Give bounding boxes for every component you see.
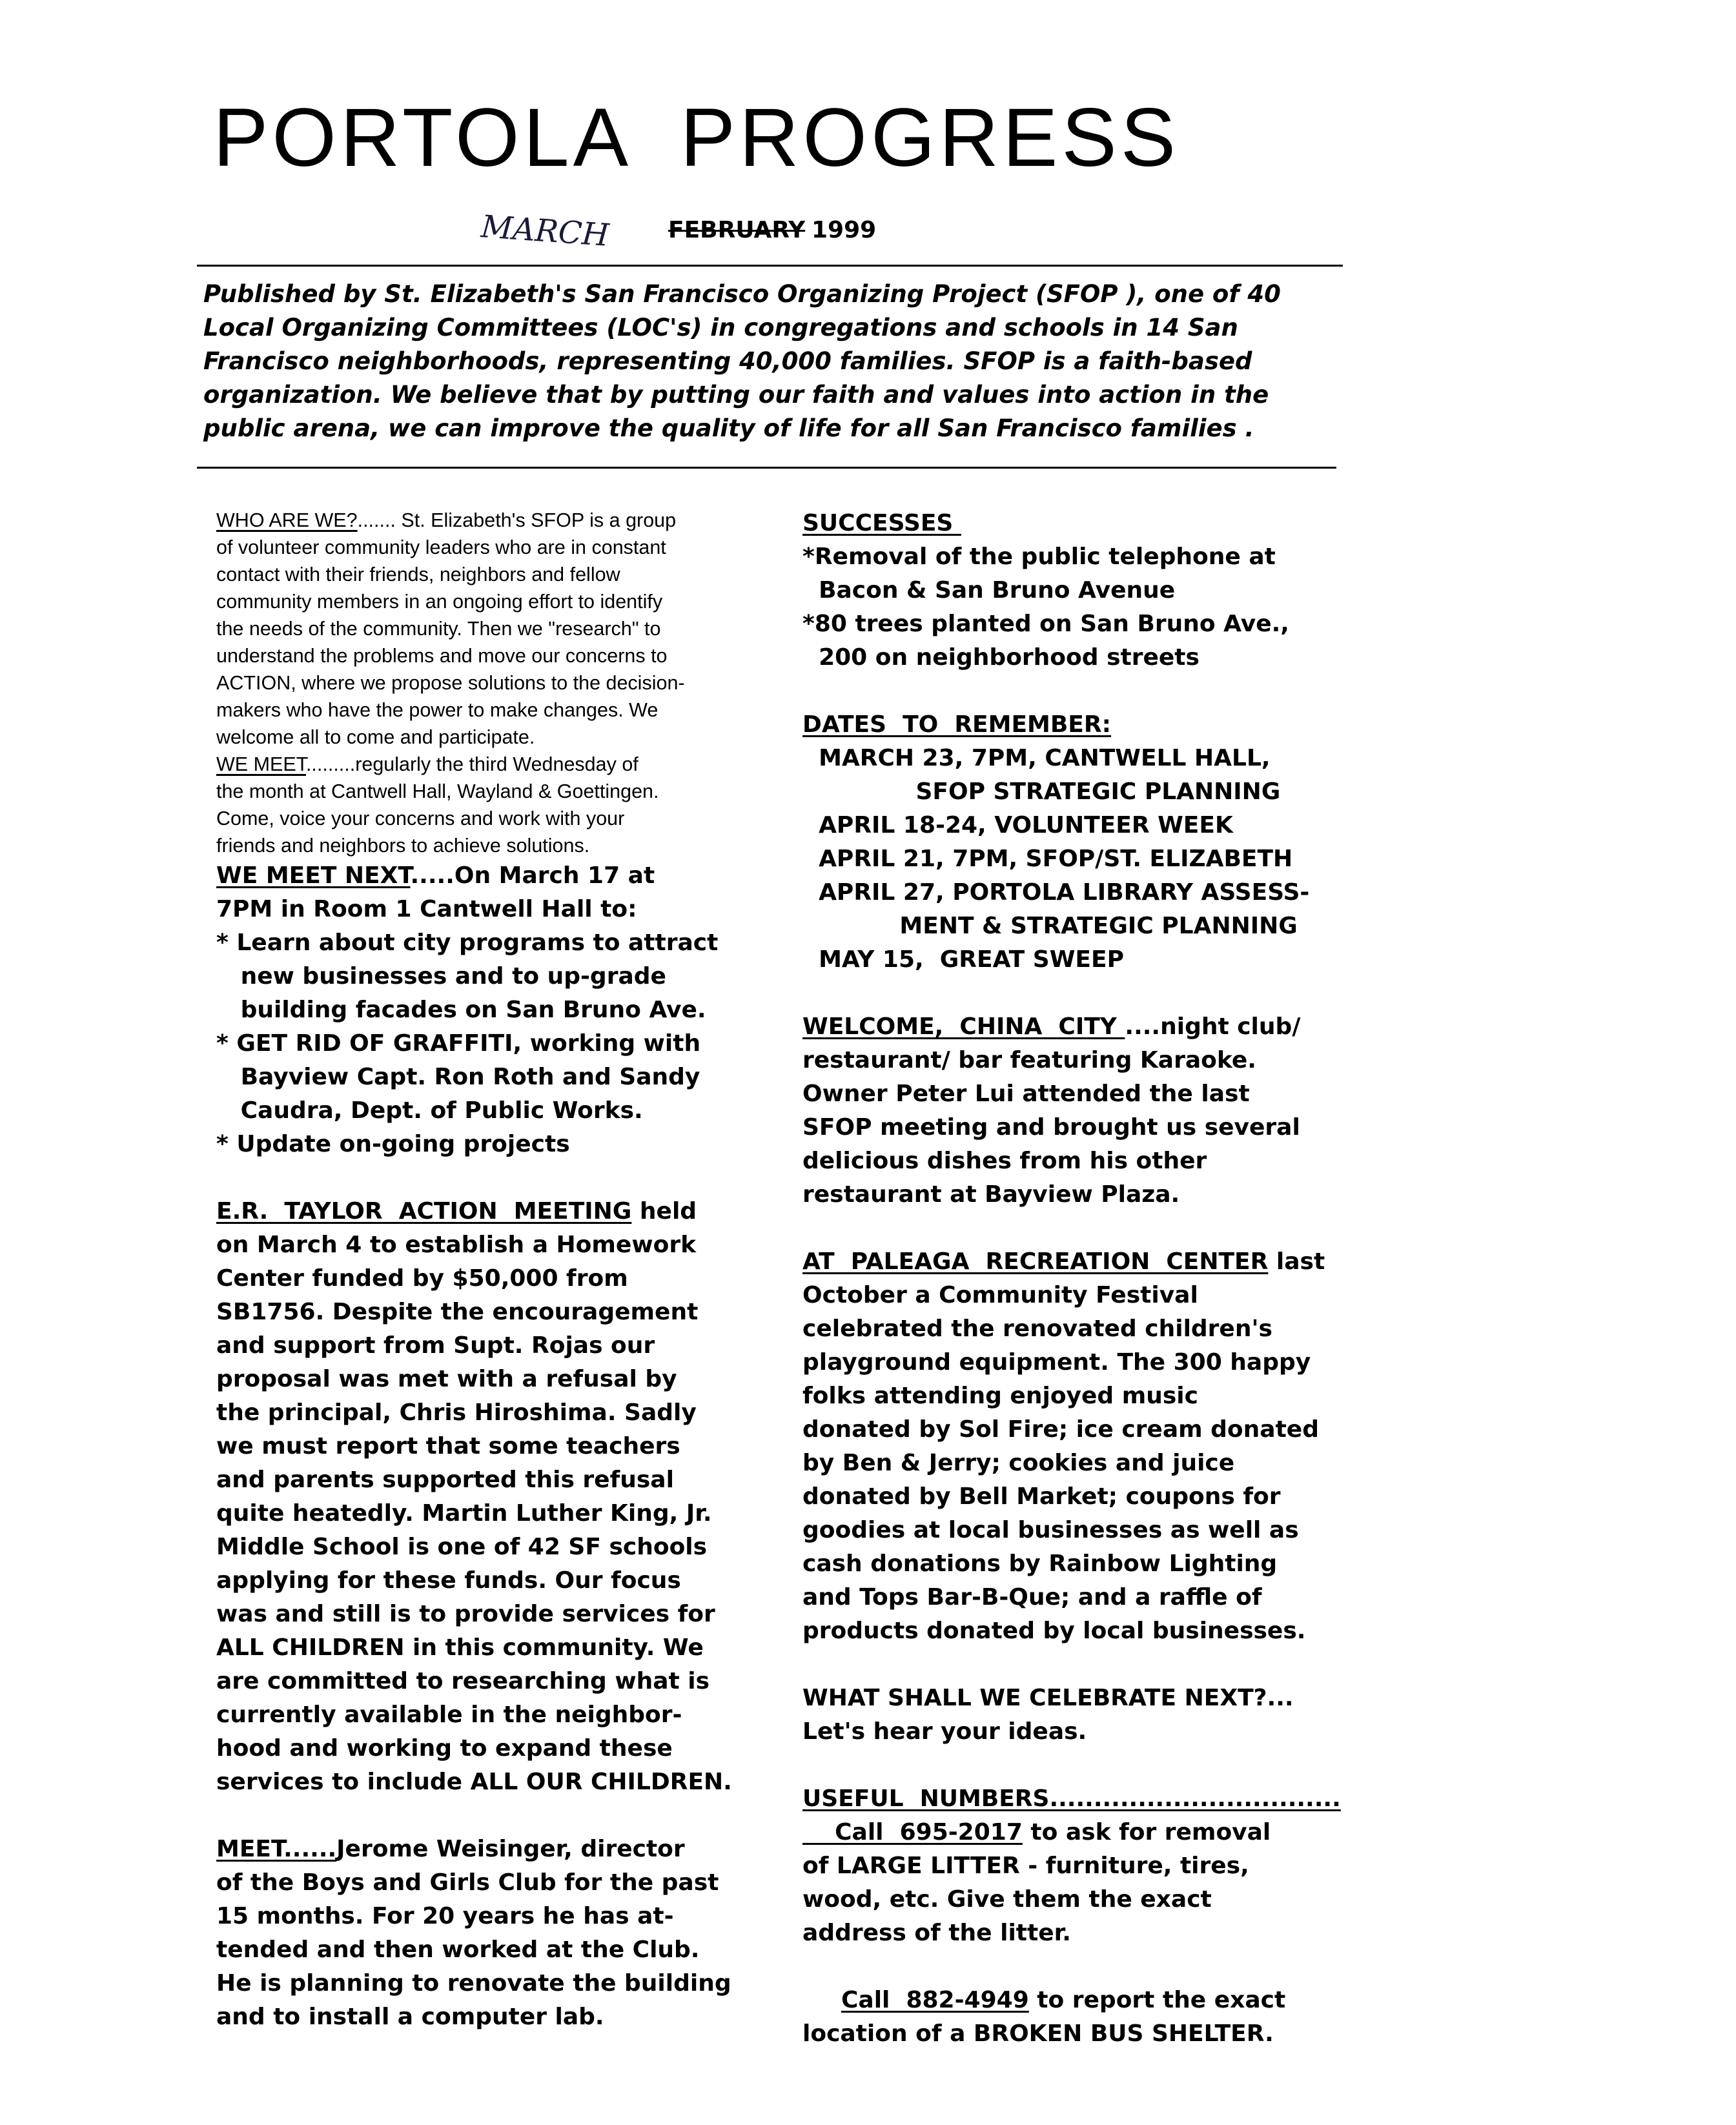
taylor-line: services to include ALL OUR CHILDREN. bbox=[216, 1769, 732, 1795]
paleaga-section bbox=[802, 1245, 1448, 1279]
masthead-title: PORTOLA PROGRESS bbox=[213, 92, 1180, 184]
who-line: of volunteer community leaders who are in constant bbox=[216, 536, 666, 558]
meet-next-line: building facades on San Bruno Ave. bbox=[216, 997, 706, 1023]
china-city-line: SFOP meeting and brought us several bbox=[802, 1114, 1300, 1141]
who-line: the needs of the community. Then we "research" to bbox=[216, 618, 661, 640]
who-lead: ....... St. Elizabeth's SFOP is a group bbox=[357, 509, 677, 531]
taylor-line: the principal, Chris Hiroshima. Sadly bbox=[216, 1399, 697, 1426]
who-line: community members in an ongoing effort to identify bbox=[216, 591, 663, 613]
we-meet-line: friends and neighbors to achieve solutions. bbox=[216, 835, 590, 857]
mission-line: public arena, we can improve the quality of life for all San Francisco families . bbox=[203, 414, 1254, 442]
mission-line: Local Organizing Committees (LOC's) in congregations and schools in 14 San bbox=[203, 314, 1238, 341]
we-meet-heading: WE MEET bbox=[216, 753, 306, 775]
struck-month: FEBRUARY bbox=[668, 217, 806, 243]
mission-line: organization. We believe that by putting our faith and values into action in the bbox=[203, 381, 1269, 409]
meet-person-line: He is planning to renovate the building bbox=[216, 1970, 731, 1997]
meet-person-line: and to install a computer lab. bbox=[216, 2004, 604, 2030]
taylor-line: and parents supported this refusal bbox=[216, 1467, 674, 1493]
meet-person-line: tended and then worked at the Club. bbox=[216, 1937, 700, 1963]
we-meet-line: Come, voice your concerns and work with your bbox=[216, 808, 625, 829]
call-litter-line bbox=[802, 1816, 1448, 1849]
taylor-line: quite heatedly. Martin Luther King, Jr. bbox=[216, 1500, 712, 1527]
successes-line: 200 on neighborhood streets bbox=[802, 644, 1200, 671]
litter-line: address of the litter. bbox=[802, 1920, 1071, 1946]
celebrate-line: Let's hear your ideas. bbox=[802, 1718, 1087, 1745]
china-city-lead: ....night club/ bbox=[1125, 1013, 1301, 1040]
date-line: MAY 15, GREAT SWEEP bbox=[802, 946, 1124, 973]
paleaga-heading: AT PALEAGA RECREATION CENTER bbox=[802, 1248, 1269, 1275]
successes-line: *Removal of the public telephone at bbox=[802, 544, 1276, 570]
who-line: welcome all to come and participate. bbox=[216, 726, 535, 748]
bus-shelter-line: location of a BROKEN BUS SHELTER. bbox=[802, 2020, 1274, 2047]
taylor-line: and support from Supt. Rojas our bbox=[216, 1332, 655, 1359]
meet-person-line: 15 months. For 20 years he has at- bbox=[216, 1903, 674, 1929]
we-meet-line: the month at Cantwell Hall, Wayland & Goettingen. bbox=[216, 780, 659, 802]
who-heading: WHO ARE WE? bbox=[216, 509, 358, 531]
meet-next-section bbox=[216, 859, 817, 893]
who-are-we-section bbox=[216, 507, 817, 534]
taylor-section bbox=[216, 1195, 817, 1228]
celebrate-line: WHAT SHALL WE CELEBRATE NEXT?... bbox=[802, 1685, 1294, 1711]
meet-next-line: 7PM in Room 1 Cantwell Hall to: bbox=[216, 896, 637, 922]
successes-line: Bacon & San Bruno Avenue bbox=[802, 577, 1176, 604]
left-column bbox=[216, 507, 817, 2034]
mission-divider bbox=[197, 467, 1336, 469]
dates-heading: DATES TO REMEMBER: bbox=[802, 711, 1112, 738]
taylor-line: on March 4 to establish a Homework bbox=[216, 1232, 697, 1258]
paleaga-line: October a Community Festival bbox=[802, 1282, 1198, 1308]
date-line: APRIL 27, PORTOLA LIBRARY ASSESS- bbox=[802, 879, 1310, 906]
meet-person-section bbox=[216, 1833, 817, 1866]
meet-next-line: new businesses and to up-grade bbox=[216, 963, 666, 990]
meet-next-line: * Update on-going projects bbox=[216, 1131, 570, 1157]
china-city-section bbox=[802, 1010, 1448, 1044]
date-line: APRIL 21, 7PM, SFOP/ST. ELIZABETH bbox=[802, 846, 1293, 872]
meet-next-line: Caudra, Dept. of Public Works. bbox=[216, 1097, 643, 1124]
paleaga-line: by Ben & Jerry; cookies and juice bbox=[802, 1450, 1235, 1476]
date-line: MENT & STRATEGIC PLANNING bbox=[802, 913, 1298, 939]
successes-line: *80 trees planted on San Bruno Ave., bbox=[802, 611, 1289, 637]
taylor-line: currently available in the neighbor- bbox=[216, 1702, 682, 1728]
taylor-line: Middle School is one of 42 SF schools bbox=[216, 1534, 708, 1560]
right-column bbox=[802, 507, 1448, 2051]
taylor-line: was and still is to provide services for bbox=[216, 1601, 715, 1627]
china-city-line: delicious dishes from his other bbox=[802, 1148, 1207, 1174]
taylor-line: applying for these funds. Our focus bbox=[216, 1567, 681, 1594]
paleaga-line: products donated by local businesses. bbox=[802, 1618, 1306, 1644]
taylor-heading: E.R. TAYLOR ACTION MEETING bbox=[216, 1198, 632, 1225]
paleaga-line: donated by Sol Fire; ice cream donated bbox=[802, 1416, 1319, 1443]
paleaga-line: folks attending enjoyed music bbox=[802, 1383, 1198, 1409]
paleaga-lead: last bbox=[1268, 1248, 1325, 1275]
meet-next-lead: .....On March 17 at bbox=[410, 862, 655, 889]
china-city-line: restaurant/ bar featuring Karaoke. bbox=[802, 1047, 1256, 1073]
mission-line: Published by St. Elizabeth's San Francisco Organizing Project (SFOP ), one of 40 bbox=[203, 280, 1281, 308]
who-line: understand the problems and move our concerns to bbox=[216, 645, 668, 667]
meet-person-line: of the Boys and Girls Club for the past bbox=[216, 1869, 719, 1896]
handwritten-month: MARCH bbox=[480, 208, 611, 254]
china-city-line: Owner Peter Lui attended the last bbox=[802, 1081, 1250, 1107]
we-meet-lead: .........regularly the third Wednesday of bbox=[305, 753, 638, 775]
taylor-line: SB1756. Despite the encouragement bbox=[216, 1299, 699, 1325]
taylor-line: proposal was met with a refusal by bbox=[216, 1366, 677, 1392]
taylor-line: are committed to researching what is bbox=[216, 1668, 710, 1694]
litter-line: wood, etc. Give them the exact bbox=[802, 1886, 1212, 1913]
taylor-line: hood and working to expand these bbox=[216, 1735, 673, 1762]
meet-next-line: Bayview Capt. Ron Roth and Sandy bbox=[216, 1064, 700, 1090]
who-line: makers who have the power to make changes. We bbox=[216, 699, 659, 721]
date-line: MARCH 23, 7PM, CANTWELL HALL, bbox=[802, 745, 1271, 771]
who-line: contact with their friends, neighbors and fellow bbox=[216, 564, 620, 585]
taylor-line: Center funded by $50,000 from bbox=[216, 1265, 628, 1292]
paleaga-line: celebrated the renovated children's bbox=[802, 1316, 1272, 1342]
issue-year: 1999 bbox=[812, 217, 877, 243]
call-bus-shelter-line bbox=[802, 1984, 1448, 2017]
meet-next-heading: WE MEET NEXT bbox=[216, 862, 411, 889]
litter-phone-number: Call 695-2017 bbox=[802, 1819, 1023, 1845]
china-city-heading: WELCOME, CHINA CITY bbox=[802, 1013, 1125, 1040]
meet-next-line: * Learn about city programs to attract bbox=[216, 930, 719, 956]
mission-statement bbox=[203, 278, 1353, 445]
paleaga-line: cash donations by Rainbow Lighting bbox=[802, 1551, 1278, 1577]
litter-line: of LARGE LITTER - furniture, tires, bbox=[802, 1853, 1249, 1879]
litter-call-rest: to ask for removal bbox=[1022, 1819, 1271, 1845]
taylor-line: ALL CHILDREN in this community. We bbox=[216, 1634, 704, 1661]
useful-numbers-heading: USEFUL NUMBERS................................. bbox=[802, 1785, 1341, 1812]
taylor-line: we must report that some teachers bbox=[216, 1433, 680, 1459]
top-divider bbox=[197, 265, 1343, 267]
paleaga-line: goodies at local businesses as well as bbox=[802, 1517, 1299, 1543]
china-city-line: restaurant at Bayview Plaza. bbox=[802, 1181, 1180, 1208]
who-line: ACTION, where we propose solutions to the decision- bbox=[216, 672, 685, 694]
bus-shelter-call-rest: to report the exact bbox=[1028, 1987, 1286, 2013]
bus-shelter-phone-number: Call 882-4949 bbox=[841, 1987, 1029, 2013]
meet-person-heading: MEET...... bbox=[216, 1836, 337, 1862]
we-meet-section bbox=[216, 751, 817, 778]
paleaga-line: donated by Bell Market; coupons for bbox=[802, 1483, 1281, 1510]
date-line: APRIL 18-24, VOLUNTEER WEEK bbox=[802, 812, 1233, 839]
paleaga-line: playground equipment. The 300 happy bbox=[802, 1349, 1311, 1376]
paleaga-line: and Tops Bar-B-Que; and a raffle of bbox=[802, 1584, 1262, 1611]
meet-person-lead: Jerome Weisinger, director bbox=[336, 1836, 685, 1862]
successes-heading: SUCCESSES bbox=[802, 510, 961, 536]
mission-line: Francisco neighborhoods, representing 40,000 families. SFOP is a faith-based bbox=[203, 347, 1252, 375]
date-line: SFOP STRATEGIC PLANNING bbox=[802, 778, 1281, 805]
meet-next-line: * GET RID OF GRAFFITI, working with bbox=[216, 1030, 701, 1057]
taylor-lead: held bbox=[631, 1198, 697, 1225]
